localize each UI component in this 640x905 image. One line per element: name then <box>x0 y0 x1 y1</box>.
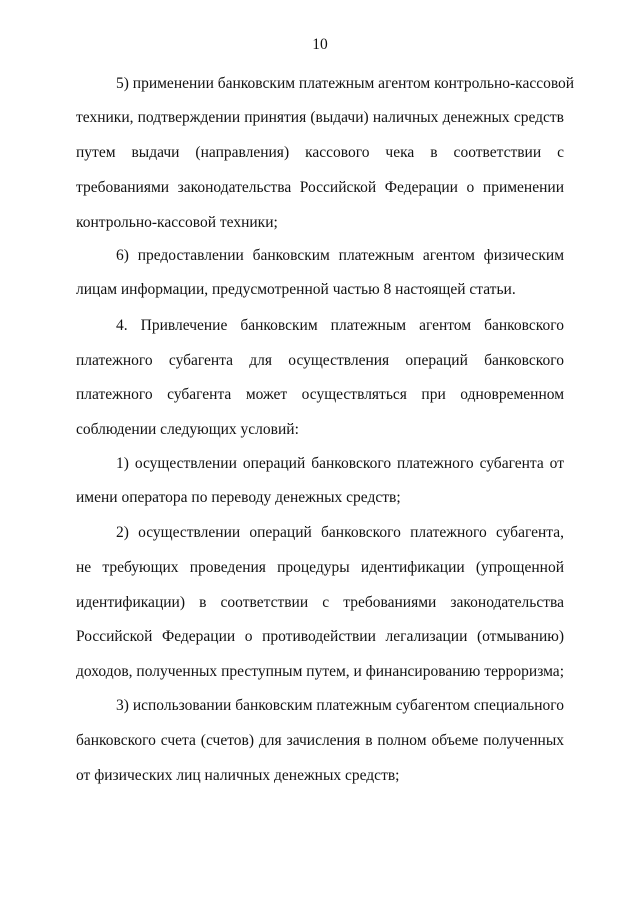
text-line: банковского счета (счетов) для зачисления в полном объеме полученных <box>76 732 564 749</box>
text-line: от физических лиц наличных денежных средств; <box>76 767 400 784</box>
text-line: Российской Федерации о противодействии легализации (отмыванию) <box>76 628 564 645</box>
text-line: соблюдении следующих условий: <box>76 421 299 438</box>
text-line: идентификации) в соответствии с требованиями законодательства <box>76 594 564 611</box>
page-number: 10 <box>312 36 328 53</box>
text-line: не требующих проведения процедуры идентификации (упрощенной <box>76 559 564 576</box>
text-line: имени оператора по переводу денежных средств; <box>76 489 401 506</box>
text-line: платежного субагента может осуществляться при одновременном <box>76 386 564 403</box>
text-line: 3) использовании банковским платежным субагентом специального <box>116 697 564 714</box>
text-line: контрольно-кассовой техники; <box>76 214 278 231</box>
text-line: путем выдачи (направления) кассового чека в соответствии с <box>76 144 564 161</box>
text-line: 1) осуществлении операций банковского платежного субагента от <box>116 455 564 472</box>
text-line: 6) предоставлении банковским платежным агентом физическим <box>116 247 564 264</box>
text-line: техники, подтверждении принятия (выдачи) наличных денежных средств <box>76 109 564 126</box>
text-line: 4. Привлечение банковским платежным агентом банковского <box>116 317 564 334</box>
text-line: доходов, полученных преступным путем, и финансированию терроризма; <box>76 663 564 680</box>
text-line: 2) осуществлении операций банковского платежного субагента, <box>116 524 564 541</box>
text-line: 5) применении банковским платежным агентом контрольно-кассовой <box>116 75 575 92</box>
text-line: платежного субагента для осуществления операций банковского <box>76 352 564 369</box>
text-line: требованиями законодательства Российской Федерации о применении <box>76 179 564 196</box>
text-line: лицам информации, предусмотренной частью 8 настоящей статьи. <box>76 281 516 298</box>
